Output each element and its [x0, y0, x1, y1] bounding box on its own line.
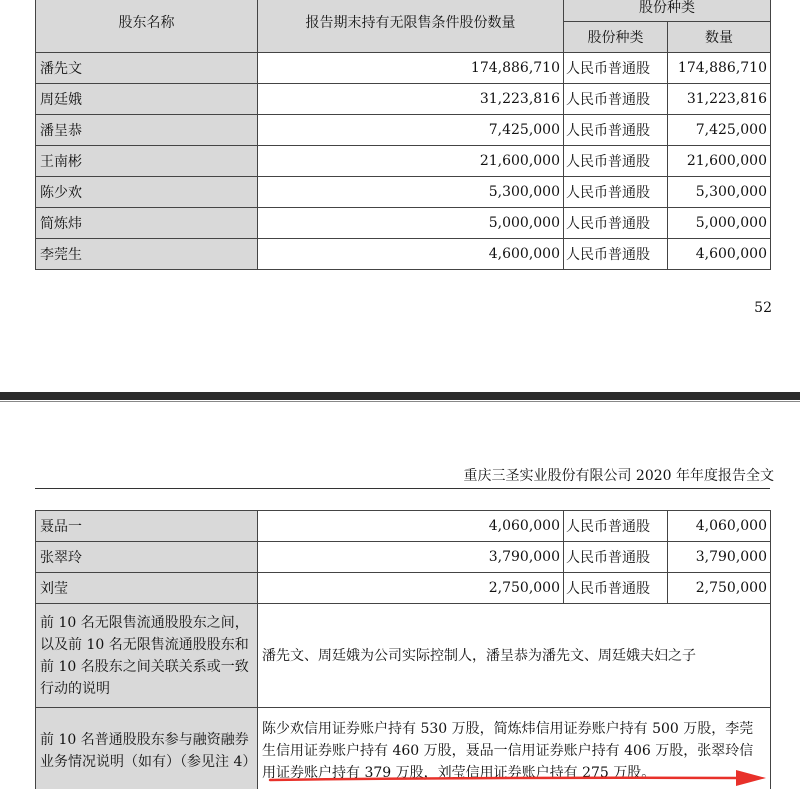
- header-unrestricted-shares: 报告期末持有无限售条件股份数量: [258, 0, 564, 53]
- share-quantity: 7,425,000: [668, 115, 771, 146]
- share-type: 人民币普通股: [564, 84, 668, 115]
- header-quantity: 数量: [668, 22, 771, 53]
- shareholder-name: 王南彬: [36, 146, 258, 177]
- table-row: [36, 239, 771, 270]
- share-type: 人民币普通股: [564, 511, 668, 542]
- unrestricted-shares: 4,600,000: [258, 239, 564, 270]
- table-row: [36, 146, 771, 177]
- margin-trading-label: 前 10 名普通股股东参与融资融券业务情况说明（如有）（参见注 4）: [36, 708, 258, 789]
- relation-label: 前 10 名无限售流通股股东之间，以及前 10 名无限售流通股股东和前 10 名股东之间关联关系或一致行动的说明: [36, 604, 258, 708]
- share-quantity: 2,750,000: [668, 573, 771, 604]
- table-row: [36, 511, 771, 542]
- share-type: 人民币普通股: [564, 239, 668, 270]
- unrestricted-shares: 3,790,000: [258, 542, 564, 573]
- table-row: [36, 208, 771, 239]
- unrestricted-shares: 4,060,000: [258, 511, 564, 542]
- share-type: 人民币普通股: [564, 542, 668, 573]
- unrestricted-shares: 31,223,816: [258, 84, 564, 115]
- annotation-arrow-icon: [268, 758, 768, 789]
- share-quantity: 5,000,000: [668, 208, 771, 239]
- shareholder-name: 聂品一: [36, 511, 258, 542]
- share-quantity: 3,790,000: [668, 542, 771, 573]
- share-type: 人民币普通股: [564, 573, 668, 604]
- relation-text: 潘先文、周廷娥为公司实际控制人，潘呈恭为潘先文、周廷娥夫妇之子: [258, 604, 771, 708]
- share-quantity: 4,060,000: [668, 511, 771, 542]
- shareholder-name: 李莞生: [36, 239, 258, 270]
- table-row: [36, 604, 771, 708]
- unrestricted-shares: 5,300,000: [258, 177, 564, 208]
- page-number: 52: [754, 300, 772, 316]
- header-rule: [35, 488, 770, 489]
- table-row: [36, 53, 771, 84]
- page-break-band: [0, 392, 800, 400]
- document-header: 重庆三圣实业股份有限公司 2020 年年度报告全文: [463, 468, 774, 484]
- table-row: [36, 84, 771, 115]
- share-quantity: 21,600,000: [668, 146, 771, 177]
- page-break-line: [0, 401, 800, 402]
- table-row: [36, 177, 771, 208]
- header-share-type: 股份种类: [564, 22, 668, 53]
- unrestricted-shares: 7,425,000: [258, 115, 564, 146]
- shareholder-name: 简炼炜: [36, 208, 258, 239]
- shareholder-name: 潘呈恭: [36, 115, 258, 146]
- share-quantity: 5,300,000: [668, 177, 771, 208]
- shareholder-name: 陈少欢: [36, 177, 258, 208]
- header-share-class-group: 股份种类: [564, 0, 771, 22]
- share-type: 人民币普通股: [564, 146, 668, 177]
- shareholders-table-top: [35, 0, 771, 270]
- share-type: 人民币普通股: [564, 115, 668, 146]
- unrestricted-shares: 5,000,000: [258, 208, 564, 239]
- share-type: 人民币普通股: [564, 208, 668, 239]
- share-type: 人民币普通股: [564, 53, 668, 84]
- share-quantity: 174,886,710: [668, 53, 771, 84]
- unrestricted-shares: 2,750,000: [258, 573, 564, 604]
- header-shareholder-name: 股东名称: [36, 0, 258, 53]
- share-quantity: 31,223,816: [668, 84, 771, 115]
- shareholder-name: 潘先文: [36, 53, 258, 84]
- unrestricted-shares: 174,886,710: [258, 53, 564, 84]
- shareholders-table-bottom: [35, 510, 771, 789]
- table-row: [36, 542, 771, 573]
- unrestricted-shares: 21,600,000: [258, 146, 564, 177]
- table-row: [36, 115, 771, 146]
- shareholder-name: 刘莹: [36, 573, 258, 604]
- margin-trading-text: 陈少欢信用证券账户持有 530 万股，简炼炜信用证券账户持有 500 万股，李莞生信用证券账户持有 460 万股，聂品一信用证券账户持有 406 万股，张翠玲信用证券账户持有 379 万股，刘莹信用证券账户持有 275 万股。: [258, 708, 771, 789]
- shareholder-name: 张翠玲: [36, 542, 258, 573]
- share-quantity: 4,600,000: [668, 239, 771, 270]
- share-type: 人民币普通股: [564, 177, 668, 208]
- table-row: [36, 573, 771, 604]
- shareholder-name: 周廷娥: [36, 84, 258, 115]
